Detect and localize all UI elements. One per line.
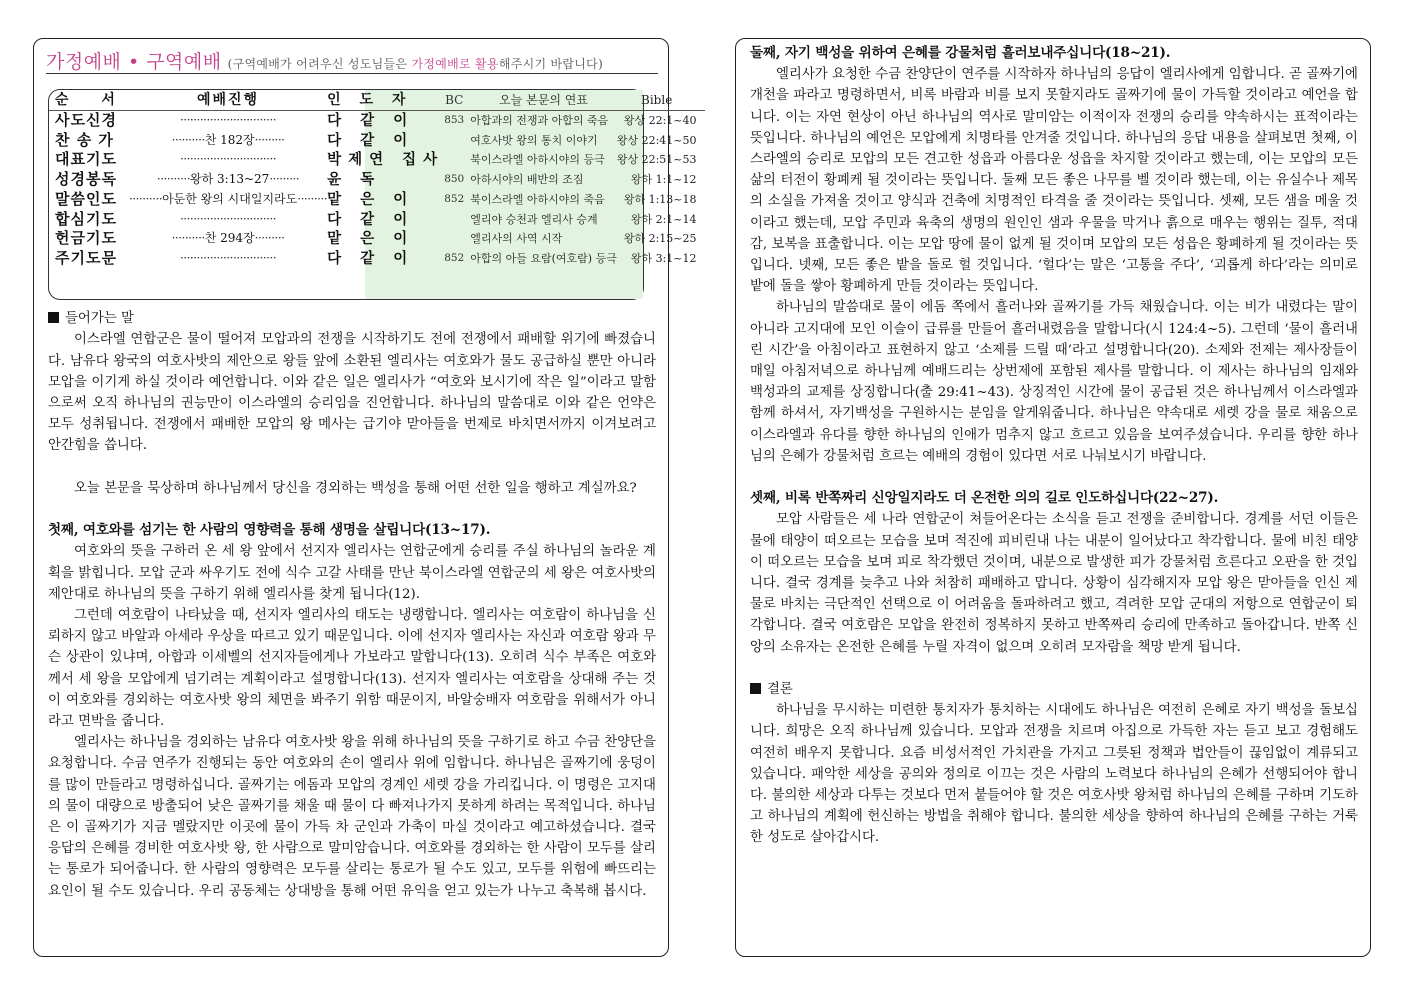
header-timeline: 오늘 본문의 연표 <box>464 90 617 111</box>
square-bullet-icon <box>750 683 761 694</box>
order-detail-text: 왕하 3:13~27 <box>190 172 270 187</box>
order-leader: 다 같 이 <box>327 131 415 149</box>
intro-paragraph-2: 오늘 본문을 묵상하며 하나님께서 당신을 경외하는 백성을 통해 어떤 선한 일을 행하고 계실까요? <box>74 480 637 496</box>
section-2-paragraph-2: 하나님의 말씀대로 물이 에돔 쪽에서 흘러나와 골짜기를 가득 채웠습니다. 이는 비가 내렸다는 말이 아니라 고지대에 모인 이슬이 급류를 만들어 흘러내렸음을 말합니다(시 124:4~5). 그런데 ‘물이 흘러내린 시간’을 아침이라고 표현하지 않고 ‘소제를 드릴 때’라고 설명합니다(20). 소제와 전제는 제사장들이 매일 아침저녁으로 하나님께 예배드리는 상번제에 포함된 제사를 말합니다. 이 제사는 하나님의 임재와 백성과의 교제를 상징합니다(출 29:41~43). 상징적인 시간에 물이 공급된 것은 하나님께서 이스라엘과 함께 하셔서, 자기백성을 구원하시는 분임을 알게워줍니다. 하나님은 약속대로 세렛 강을 물로 채움으로 이스라엘과 유다를 향한 하나님의 인애가 멈추지 않고 흐르고 있음을 보여주셨습니다. 우리를 향한 하나님의 은혜가 강물처럼 흐르는 예배의 경험이 있다면 서로 나눠보시기 바랍니다. <box>750 300 1358 464</box>
order-detail-text: 찬 294장 <box>204 231 255 246</box>
timeline-bc: 850 <box>444 173 465 186</box>
timeline-bc: 852 <box>444 192 465 205</box>
order-detail-text: 찬 182장 <box>204 132 255 147</box>
timeline-text: 아하시야의 배반의 조짐 <box>470 173 584 187</box>
dot-leader: ····························· <box>179 152 277 167</box>
timeline-bible: 왕하 1:1~12 <box>630 173 697 187</box>
worship-title-row <box>46 47 658 74</box>
section-1-paragraph-2: 그런데 여호람이 나타났을 때, 선지자 엘리사의 태도는 냉랭합니다. 엘리사는 여호람이 하나님을 신뢰하지 않고 바알과 아세라 우상을 따르고 있기 때문입니다. 이에 선지자 엘리사는 자신과 여호람 왕과 무슨 상관이 있냐며, 아합과 이세벨의 선지자들에게나 가보라고 말합니다(13). 오히려 식수 부족은 여호와께서 세 왕을 모압에게 넘기려는 계획이라고 설명합니다(13). 선지자 엘리사는 여호람을 상대해 주는 것이 여호와를 경외하는 여호사밧 왕의 체면을 봐주기 위함 때문이지, 바알숭배자 여호람을 위해서가 아니라고 면박을 줍니다. <box>48 608 656 730</box>
timeline-bible: 왕하 1:13~18 <box>623 192 697 206</box>
table-row <box>49 150 705 170</box>
order-leader: 맡 은 이 <box>327 190 415 208</box>
order-leader: 맡 은 이 <box>327 230 415 248</box>
timeline-bible: 왕하 2:1~14 <box>630 212 697 226</box>
dot-leader: ········· <box>254 231 285 246</box>
timeline-bible: 왕상 22:1~40 <box>623 114 697 127</box>
square-bullet-icon <box>48 312 59 323</box>
left-body <box>48 287 656 902</box>
dot-leader: ·········· <box>171 132 205 147</box>
conclusion-paragraph: 하나님을 무시하는 미련한 통치자가 통치하는 시대에도 하나님은 여전히 은혜로 자기 백성을 돌보십니다. 희망은 오직 하나님께 있습니다. 모압과 전쟁을 치르며 아집으로 가득한 자는 듣고 보고 경험해도 여전히 배우지 못합니다. 요즘 비성서적인 가치관을 가지고 그릇된 정책과 법안들이 끊임없이 계류되고 있습니다. 패악한 세상을 공의와 정의로 이끄는 것은 사람의 노력보다 하나님의 은혜가 선행되어야 합니다. 불의한 세상과 다투는 것보다 먼저 붙들어야 할 것은 여호사밧 왕처럼 하나님의 은혜를 구하며 기도하고 하나님의 계획에 헌신하는 방법을 취해야 합니다. 불의한 세상을 향하여 하나님의 은혜를 구하는 거룩한 성도로 살아갑시다. <box>750 703 1358 846</box>
intro-paragraph-1: 이스라엘 연합군은 물이 떨어져 모압과의 전쟁을 시작하기도 전에 전쟁에서 패배할 위기에 빠졌습니다. 남유다 왕국의 여호사밧의 제안으로 왕들 앞에 소환된 엘리사는 여호와가 물도 공급하실 뿐만 아니라 모압을 이기게 하실 것이라 예언합니다. 이와 같은 일은 엘리사가 “여호와 보시기에 작은 일”이라고 말함으로써 오직 하나님의 권능만이 이스라엘의 승리임을 진언합니다. 하나님의 말씀대로 이와 같은 언약은 모두 성취됩니다. 전쟁에서 패배한 모압의 왕 메사는 급기야 맏아들을 번제로 바치면서까지 이겨보려고 안간힘을 씁니다. <box>48 332 656 454</box>
order-name: 말씀인도 <box>55 189 117 208</box>
order-leader: 윤 독 <box>327 171 382 189</box>
order-leader: 다 같 이 <box>327 210 415 228</box>
section-1-heading: 첫째, 여호와를 섬기는 한 사람의 영향력을 통해 생명을 살립니다(13~17). <box>48 522 491 539</box>
table-row <box>49 170 705 190</box>
header-leader: 인 도 자 <box>327 90 444 111</box>
table-row <box>49 190 705 210</box>
conclusion-heading: 결론 <box>750 679 1358 700</box>
subtitle-pre: (구역예배가 어려우신 성도님들은 <box>227 57 412 71</box>
left-page <box>33 38 697 957</box>
order-name: 사도신경 <box>55 111 117 129</box>
intro-heading: 들어가는 말 <box>48 308 656 329</box>
subtitle-post: 해주시기 바랍니다) <box>498 57 604 71</box>
order-detail-text: 아둔한 왕의 시대일지라도 <box>162 191 298 206</box>
timeline-text: 여호사밧 왕의 통치 이야기 <box>470 133 598 147</box>
timeline-bc: 853 <box>444 114 465 126</box>
order-name: 주기도문 <box>55 248 117 267</box>
section-3-heading: 셋째, 비록 반쪽짜리 신앙일지라도 더 온전한 의의 길로 인도하십니다(22~27). <box>750 490 1219 507</box>
order-detail <box>129 131 327 151</box>
table-row <box>49 249 705 269</box>
section-1-paragraph-1: 여호와의 뜻을 구하러 온 세 왕 앞에서 선지자 엘리사는 연합군에게 승리를 주실 하나님의 놀라운 계획을 밝힙니다. 모압 군과 싸우기도 전에 식수 고갈 사태를 만난 북이스라엘 연합군의 세 왕은 여호사밧의 제안대로 하나님의 뜻을 구하기 위해 엘리사를 찾게 됩니다(12). <box>48 544 656 602</box>
order-detail <box>129 150 327 170</box>
order-leader: 다 같 이 <box>327 249 415 267</box>
order-name: 합심기도 <box>55 209 117 228</box>
section-1-paragraph-3: 엘리사는 하나님을 경외하는 남유다 여호사밧 왕을 위해 하나님의 뜻을 구하기로 하고 수금 찬양단을 요청합니다. 수금 연주가 진행되는 동안 여호와의 손이 엘리사 위에 임합니다. 하나님은 골짜기에 웅덩이를 많이 만들라고 명령하십니다. 골짜기는 에돔과 모압의 경계인 세렛 강을 가리킵니다. 이 명령은 고지대의 물이 대량으로 방출되어 낮은 골짜기를 채울 때 물이 다 빠져나가지 못하게 하려는 목적입니다. 하나님은 이 골짜기가 지금 멜랐지만 이곳에 물이 가득 차 군인과 가축이 마실 것이라고 예고하셨습니다. 결국 응답의 은혜를 경비한 여호사밧 왕, 한 사람으로 말미암습니다. 여호와를 경외하는 한 사람이 모두를 살리는 통로가 되어줍니다. 한 사람의 영향력은 모두를 살리는 통로가 될 수도 있고, 모두를 위험에 빠뜨리는 요인이 될 수도 있습니다. 우리 공동체는 상대방을 통해 어떤 유익을 얻고 있는가 나누고 축복해 봅시다. <box>48 735 656 899</box>
section-2-paragraph-1: 엘리사가 요청한 수금 찬양단이 연주를 시작하자 하나님의 응답이 엘리사에게 임합니다. 곧 골짜기에 개천을 파라고 명령하면서, 비록 바람과 비를 보지 못할지라도 골짜기에 물이 가득할 것이라고 예언을 합니다. 이는 자연 현상이 아닌 하나님의 역사로 말미암는 이적이자 전쟁의 승리를 약속하시는 표적이라는 뜻입니다. 하나님의 예언은 모압에게 치명타를 안겨줄 것입니다. 하나님의 응답 내용을 살펴보면 첫째, 이스라엘의 승리로 모압의 모든 견고한 성읍과 아름다운 성읍을 차지할 것이라고 했는데, 이는 모압의 모든 삶의 터전이 황폐케 될 것이라는 뜻입니다. 둘째 모든 좋은 나무를 벨 것이라 했는데, 이는 유실수나 제목의 소실을 가져올 것이고 양식과 건축에 치명적인 타격을 줄 것이라는 뜻입니다. 셋째, 모든 샘을 메울 것이라고 했는데, 모압 주민과 육축의 생명의 원인인 샘과 우물을 막거나 흙으로 매우는 행위는 질투, 적대감, 보복을 표출합니다. 이는 모압 땅에 물이 없게 될 것이며 모압의 모든 성읍은 황폐하게 될 것이라는 뜻입니다. 넷째, 모든 좋은 밭을 돌로 헐 것입니다. ‘헐다’는 말은 ‘고통을 주다’, ‘괴롭게 하다’라는 의미로 밭에 돌을 쌓아 황폐하게 만들 것이라는 뜻입니다. <box>750 67 1358 295</box>
order-detail <box>129 190 327 210</box>
table-row <box>49 210 705 230</box>
timeline-bc <box>444 210 464 230</box>
right-page <box>735 38 1371 957</box>
timeline-bc <box>444 150 464 170</box>
page-title: 가정예배 • 구역예배 <box>46 51 222 73</box>
dot-leader: ········· <box>269 172 300 187</box>
order-leader: 박제연 집사 <box>327 151 445 169</box>
table-header-row <box>49 90 705 111</box>
table-row <box>49 111 705 131</box>
dot-leader: ·········· <box>171 231 205 246</box>
worship-order-table <box>48 89 697 300</box>
dot-leader: ·········· <box>156 172 191 187</box>
order-name: 성경봉독 <box>55 170 117 189</box>
timeline-bible: 왕하 2:15~25 <box>623 232 697 246</box>
order-detail <box>129 210 327 230</box>
dot-leader: ····························· <box>179 113 277 127</box>
timeline-text: 엘리야 승천과 엘리사 승계 <box>470 212 598 226</box>
subtitle-emphasis: 가정예배로 활용 <box>411 57 499 71</box>
timeline-bible: 왕하 3:1~12 <box>630 251 697 265</box>
section-3-paragraph-1: 모압 사람들은 세 나라 연합군이 쳐들어온다는 소식을 듣고 전쟁을 준비합니다. 경계를 서던 이들은 물에 태양이 떠오르는 모습을 보며 적진에 피비린내 나는 내분이 일어났다고 착각합니다. 물에 비친 태양이 떠오르는 모습을 보며 피로 착각했던 것이며, 내분으로 발생한 피가 강물처럼 흐른다고 오판을 한 것입니다. 결국 경계를 늦추고 나와 처참히 패배하고 맙니다. 상황이 심각해지자 모압 왕은 맏아들을 인신 제물로 바치는 극단적인 선택으로 이 어려움을 돌파하려고 했고, 격려한 모압 군대의 저항으로 연합군이 퇴각합니다. 결국 여호람은 모압을 완전히 정복하지 못하고 반쪽짜리 승리에 만족하고 돌아갑니다. 반쪽 신앙의 소유자는 온전한 은혜를 누릴 자격이 없으며 오히려 모자람을 책망 받게 됩니다. <box>750 512 1358 655</box>
order-detail <box>129 170 327 190</box>
header-order: 순 서 <box>49 90 129 111</box>
order-detail <box>129 111 327 131</box>
order-detail <box>129 249 327 269</box>
order-name: 대표기도 <box>55 150 117 169</box>
header-bc: BC <box>444 90 464 111</box>
order-name: 헌금기도 <box>55 229 117 248</box>
timeline-text: 북이스라엘 아하시야의 등극 <box>470 153 605 167</box>
timeline-text: 북이스라엘 아하시야의 죽음 <box>470 192 605 206</box>
timeline-text: 아합의 아들 요람(여호람) 등극 <box>470 251 617 265</box>
dot-leader: ····························· <box>179 250 277 265</box>
order-detail <box>129 229 327 249</box>
table-row <box>49 229 705 249</box>
section-2-heading: 둘째, 자기 백성을 위하여 은혜를 강물처럼 흘러보내주십니다(18~21). <box>750 45 1171 61</box>
order-leader: 다 같 이 <box>327 112 415 129</box>
timeline-bible: 왕상 22:41~50 <box>616 133 697 147</box>
page-subtitle <box>228 57 603 71</box>
timeline-text: 엘리사의 사역 시작 <box>470 232 563 246</box>
order-name: 찬 송 가 <box>55 130 114 149</box>
table-row <box>49 131 705 151</box>
dot-leader: ····························· <box>179 211 277 226</box>
dot-leader: ········· <box>254 132 285 147</box>
dot-leader: ·········· <box>128 191 163 206</box>
header-progress: 예배진행 <box>129 90 327 111</box>
timeline-bible: 왕상 22:51~53 <box>616 153 697 167</box>
right-body <box>750 43 1358 849</box>
dot-leader: ········· <box>297 191 328 206</box>
timeline-bc: 852 <box>444 251 465 264</box>
timeline-bc <box>444 229 464 249</box>
header-bible: Bible <box>617 90 705 111</box>
timeline-bc <box>444 131 464 151</box>
timeline-text: 아합과의 전쟁과 아합의 죽음 <box>470 114 609 127</box>
